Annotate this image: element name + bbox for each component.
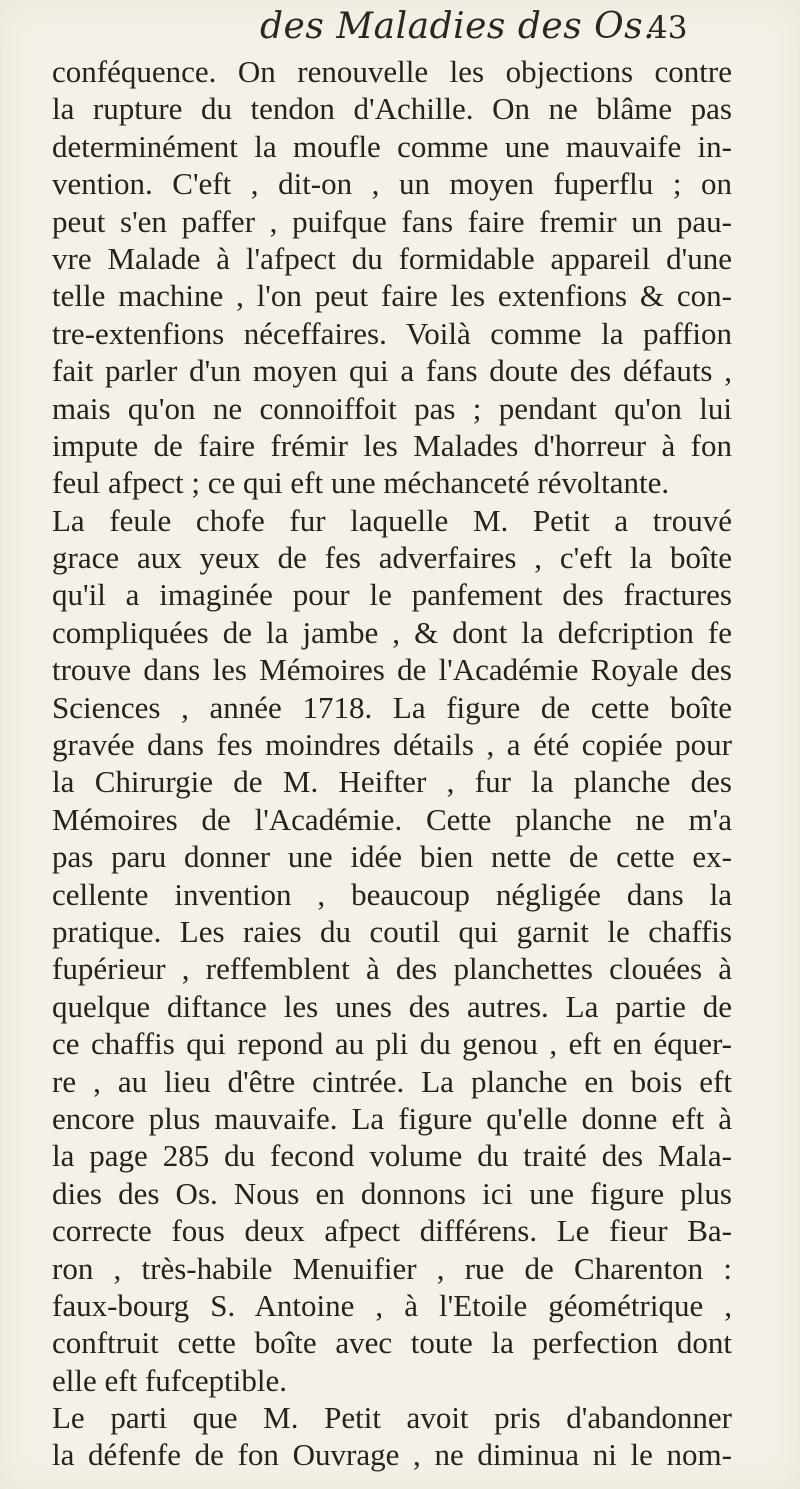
text-line: fupérieur , reffemblent à des planchettes clouées à xyxy=(52,951,732,987)
text-line: ce chaffis qui repond au pli du genou , eft en équer- xyxy=(52,1026,732,1062)
text-line: re , au lieu d'être cintrée. La planche en bois eft xyxy=(52,1063,732,1099)
text-line: ron , très-habile Menuifier , rue de Charenton : xyxy=(52,1250,732,1286)
text-line: telle machine , l'on peut faire les extenfions & con- xyxy=(52,278,732,314)
text-line: pratique. Les raies du coutil qui garnit le chaffis xyxy=(52,913,732,949)
text-line: la Chirurgie de M. Heifter , fur la planche des xyxy=(52,764,732,800)
text-line: vention. C'eft , dit-on , un moyen fuperflu ; on xyxy=(52,166,732,202)
text-line: vre Malade à l'afpect du formidable appareil d'une xyxy=(52,240,732,276)
text-line: la page 285 du fecond volume du traité des Mala- xyxy=(52,1138,732,1174)
text-line: impute de faire frémir les Malades d'horreur à fon xyxy=(52,427,732,463)
text-line: faux-bourg S. Antoine , à l'Etoile géométrique , xyxy=(52,1287,732,1323)
text-line: grace aux yeux de fes adverfaires , c'eft la boîte xyxy=(52,540,732,576)
text-line: compliquées de la jambe , & dont la defcription fe xyxy=(52,614,732,650)
text-line: trouve dans les Mémoires de l'Académie Royale des xyxy=(52,652,732,688)
text-line: correcte fous deux afpect différens. Le fieur Ba- xyxy=(52,1213,732,1249)
text-line: la défenfe de fon Ouvrage , ne diminua ni le nom- xyxy=(52,1437,732,1473)
text-line: quelque diftance les unes des autres. La partie de xyxy=(52,988,732,1024)
body-text xyxy=(52,53,732,1474)
text-line: la rupture du tendon d'Achille. On ne blâme pas xyxy=(52,91,732,127)
text-line: gravée dans fes moindres détails , a été copiée pour xyxy=(52,727,732,763)
text-line: conféquence. On renouvelle les objections contre xyxy=(52,54,732,89)
text-line: mais qu'on ne connoiffoit pas ; pendant qu'on lui xyxy=(52,390,732,426)
text-line: Sciences , année 1718. La figure de cette boîte xyxy=(52,689,732,725)
page-number: 43 xyxy=(648,10,688,46)
page-header xyxy=(30,6,730,56)
text-line: elle eft fufceptible. xyxy=(52,1362,287,1398)
text-line: Mémoires de l'Académie. Cette planche ne m'a xyxy=(52,801,732,837)
text-line: encore plus mauvaife. La figure qu'elle donne eft à xyxy=(52,1100,732,1136)
text-line: dies des Os. Nous en donnons ici une figure plus xyxy=(52,1175,732,1211)
text-line: cellente invention , beaucoup négligée dans la xyxy=(52,876,732,912)
text-line: Le parti que M. Petit avoit pris d'abandonner xyxy=(52,1400,732,1436)
text-line: pas paru donner une idée bien nette de cette ex- xyxy=(52,839,732,875)
text-line: La feule chofe fur laquelle M. Petit a trouvé xyxy=(52,502,732,538)
text-line: fait parler d'un moyen qui a fans doute des défauts , xyxy=(52,353,732,389)
text-line: tre-extenfions néceffaires. Voilà comme la paffion xyxy=(52,315,732,351)
text-line: determinément la moufle comme une mauvaife in- xyxy=(52,128,732,164)
text-line: conftruit cette boîte avec toute la perfection dont xyxy=(52,1325,732,1361)
running-title: des Maladies des Os. xyxy=(260,6,656,47)
text-line: peut s'en paffer , puifque fans faire fremir un pau- xyxy=(52,203,732,239)
text-line: feul afpect ; ce qui eft une méchanceté révoltante. xyxy=(52,465,670,501)
text-line: qu'il a imaginée pour le panfement des fractures xyxy=(52,577,732,613)
